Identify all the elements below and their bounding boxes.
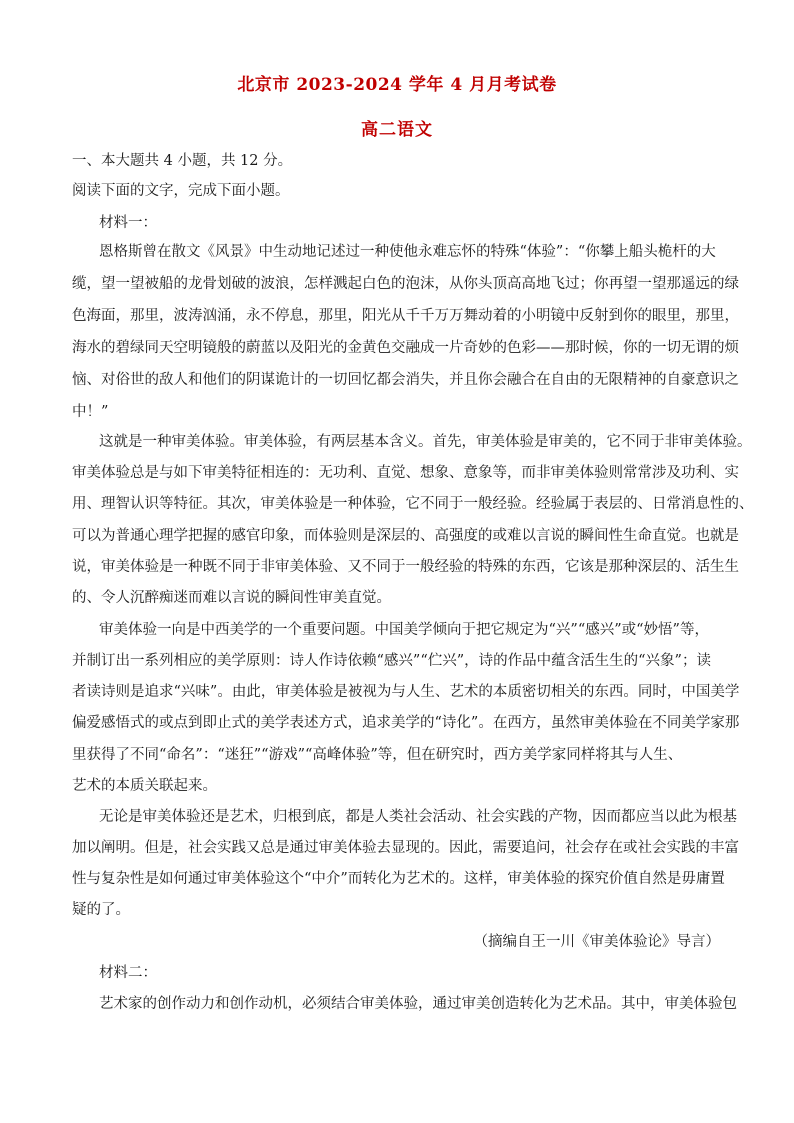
material1-line: 者读诗则是追求“兴味”。由此，审美体验是被视为与人生、艺术的本质密切相关的东西。同时，中国美学 (72, 684, 740, 700)
material1-line: 恼、对俗世的敌人和他们的阴谋诡计的一切回忆都会消失，并且你会融合在自由的无限精神的自豪意识之 (72, 372, 739, 388)
material1-line: 无论是审美体验还是艺术，归根到底，都是人类社会活动、社会实践的产物，因而都应当以此为根基 (99, 809, 737, 825)
material1-line: 审美体验一向是中西美学的一个重要问题。中国美学倾向于把它规定为“兴”“感兴”或“妙悟”等， (99, 622, 709, 638)
material1-line: 海水的碧绿同天空明镜般的蔚蓝以及阳光的金黄色交融成一片奇妙的色彩——那时候，你的一切无谓的烦 (72, 340, 739, 356)
material1-line: 加以阐明。但是，社会实践又总是通过审美体验去显现的。因此，需要追问，社会存在或社会实践的丰富 (72, 840, 739, 856)
material1-line: 说，审美体验是一种既不同于非审美体验、又不同于一般经验的特殊的东西，它该是那种深层的、活生生 (72, 559, 739, 575)
material1-line: 缆，望一望被船的龙骨划破的波浪，怎样溅起白色的泡沫，从你头顶高高地飞过；你再望一望那遥远的绿 (72, 276, 739, 292)
exam-title: 北京市 2023-2024 学年 4 月月考试卷 (237, 75, 557, 95)
material1-line: 的、令人沉醉痴迷而难以言说的瞬间性审美直觉。 (72, 590, 391, 606)
material1-line: 偏爱感悟式的或点到即止式的美学表述方式，追求美学的“诗化”。在西方，虽然审美体验在不同美学家那 (72, 715, 740, 731)
material2-line: 艺术家的创作动力和创作动机，必须结合审美体验，通过审美创造转化为艺术品。其中，审美体验包 (99, 996, 737, 1012)
material1-line: 性与复杂性是如何通过审美体验这个“中介”而转化为艺术的。这样，审美体验的探究价值自然是毋庸置 (72, 871, 725, 887)
material2-label: 材料二： (99, 965, 157, 981)
material1-line: 可以为普通心理学把握的感官印象，而体验则是深层的、高强度的或难以言说的瞬间性生命直觉。也就是 (72, 528, 739, 544)
material1-line: 并制订出一系列相应的美学原则：诗人作诗依赖“感兴”“伫兴”，诗的作品中蕴含活生生的“兴象”；读 (72, 653, 711, 669)
material1-line: 中！” (72, 404, 109, 420)
section-heading: 一、本大题共 4 小题，共 12 分。 (72, 153, 293, 169)
material1-line: 里获得了不同“命名”：“迷狂”“游戏”“高峰体验”等，但在研究时，西方美学家同样将其与人生、 (72, 747, 683, 763)
material1-line: 色海面，那里，波涛汹涌，永不停息，那里，阳光从千千万万舞动着的小明镜中反射到你的眼里，那里， (72, 308, 739, 324)
material1-line: 疑的了。 (72, 902, 130, 918)
material1-label: 材料一： (99, 215, 157, 231)
material1-line: 这就是一种审美体验。审美体验，有两层基本含义。首先，审美体验是审美的，它不同于非审美体验。 (99, 434, 752, 450)
exam-subtitle: 高二语文 (361, 120, 433, 140)
material1-line: 艺术的本质关联起来。 (72, 778, 217, 794)
material1-line: 恩格斯曾在散文《风景》中生动地记述过一种使他永难忘怀的特殊“体验”：“你攀上船头桅杆的大 (99, 244, 716, 260)
material1-line: 用、理智认识等特征。其次，审美体验是一种体验，它不同于一般经验。经验属于表层的、日常消息性的、 (72, 496, 754, 512)
material1-source: （摘编自王一川《审美体验论》导言） (473, 934, 720, 950)
directive-text: 阅读下面的文字，完成下面小题。 (72, 183, 290, 199)
material1-line: 审美体验总是与如下审美特征相连的：无功利、直觉、想象、意象等，而非审美体验则常常涉及功利、实 (72, 465, 739, 481)
